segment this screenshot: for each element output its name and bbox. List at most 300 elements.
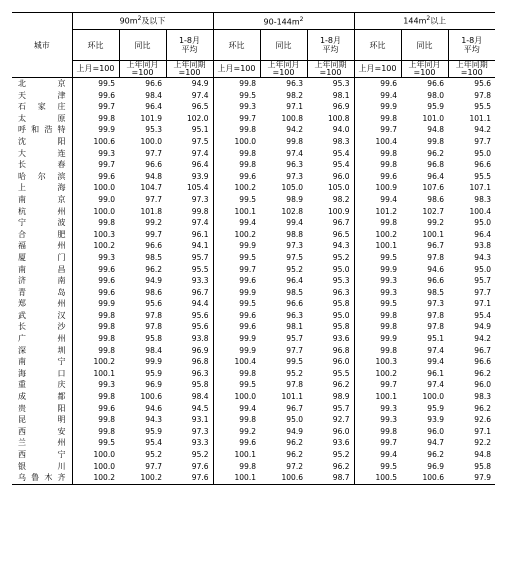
index-value-cell: 94.9 — [286, 426, 303, 436]
index-value-cell: 99.3 — [354, 403, 401, 415]
index-value-cell: 94.2 — [286, 125, 303, 135]
table-row — [12, 240, 495, 252]
table-row — [12, 426, 495, 438]
city-name: 广 州 — [18, 334, 66, 344]
index-value-cell: 99.8 — [72, 345, 119, 357]
index-value-cell: 99.6 — [72, 171, 119, 183]
index-value-cell: 100.6 — [260, 472, 307, 484]
table-body — [12, 78, 495, 485]
city-name: 北 京 — [18, 79, 66, 88]
index-value-cell: 98.4 — [145, 345, 162, 355]
index-value-cell: 97.5 — [286, 252, 303, 262]
index-value-cell: 95.7 — [474, 276, 491, 286]
index-value-cell: 100.6 — [140, 392, 162, 402]
index-value-cell: 95.3 — [332, 276, 350, 286]
index-value-cell: 99.6 — [72, 90, 119, 102]
index-value-cell: 99.5 — [72, 437, 119, 449]
table-row — [12, 217, 495, 229]
group-header-large: $144m^2$以上 — [354, 13, 495, 30]
index-value-cell: 105.4 — [187, 183, 209, 193]
index-value-cell: 93.9 — [427, 415, 444, 425]
index-value-cell: 98.4 — [145, 90, 162, 100]
index-value-cell: 99.8 — [354, 217, 401, 229]
index-value-cell: 95.9 — [427, 102, 444, 112]
index-value-cell: 96.3 — [286, 160, 303, 170]
table-row — [12, 345, 495, 357]
index-value-cell: 99.8 — [72, 113, 119, 125]
index-value-cell: 100.9 — [328, 206, 350, 216]
index-value-cell: 100.2 — [72, 240, 119, 252]
index-value-cell: 96.9 — [427, 461, 444, 471]
index-value-cell: 99.6 — [213, 275, 260, 287]
index-value-cell: 95.5 — [474, 171, 491, 181]
index-value-cell: 99.4 — [354, 90, 401, 102]
city-name: 合 肥 — [18, 229, 66, 239]
index-value-cell: 94.9 — [191, 79, 209, 88]
index-value-cell: 95.6 — [191, 310, 209, 320]
index-value-cell: 96.1 — [191, 229, 209, 239]
index-value-cell: 95.0 — [474, 148, 491, 158]
index-value-cell: 100.1 — [72, 368, 119, 380]
index-value-cell: 105.0 — [328, 183, 350, 193]
index-value-cell: 99.9 — [72, 298, 119, 310]
index-value-cell: 96.6 — [427, 276, 444, 286]
index-value-cell: 99.4 — [354, 449, 401, 461]
city-name: 乌鲁木齐 — [12, 472, 72, 484]
table-row — [12, 368, 495, 380]
base-last-month: 上月=100 — [72, 61, 119, 78]
table-row — [12, 136, 495, 148]
index-value-cell: 93.8 — [474, 241, 491, 251]
index-value-cell: 96.5 — [332, 229, 350, 239]
index-value-cell: 100.3 — [354, 356, 401, 368]
table-row — [12, 148, 495, 160]
index-value-cell: 94.8 — [474, 450, 491, 459]
index-value-cell: 100.0 — [72, 182, 119, 194]
group-header-medium: $90-144m^2$ — [213, 13, 354, 30]
index-value-cell: 99.6 — [72, 287, 119, 299]
index-value-cell: 99.9 — [354, 264, 401, 276]
index-value-cell: 99.7 — [145, 229, 162, 239]
header-row-measures — [12, 30, 495, 61]
index-value-cell: 101.9 — [140, 113, 162, 123]
index-value-cell: 100.0 — [72, 449, 119, 461]
index-value-cell: 97.8 — [474, 90, 491, 100]
index-value-cell: 95.4 — [474, 310, 491, 320]
index-value-cell: 100.0 — [72, 461, 119, 473]
city-name: 深 圳 — [18, 345, 66, 355]
index-value-cell: 98.4 — [191, 392, 209, 402]
index-value-cell: 94.6 — [427, 264, 444, 274]
index-value-cell: 99.7 — [354, 124, 401, 136]
index-value-cell: 95.0 — [332, 264, 350, 274]
index-value-cell: 99.2 — [145, 218, 162, 228]
index-value-cell: 99.8 — [354, 321, 401, 333]
table-row — [12, 229, 495, 241]
index-value-cell: 95.1 — [427, 334, 444, 344]
index-value-cell: 98.3 — [332, 136, 350, 146]
table-row — [12, 437, 495, 449]
index-value-cell: 99.8 — [354, 426, 401, 438]
index-value-cell: 100.1 — [354, 240, 401, 252]
index-value-cell: 96.3 — [191, 368, 209, 378]
index-value-cell: 105.0 — [281, 183, 303, 193]
index-value-cell: 97.8 — [427, 322, 444, 332]
index-value-cell: 101.1 — [281, 392, 303, 402]
index-value-cell: 99.9 — [213, 333, 260, 345]
index-value-cell: 94.0 — [332, 125, 350, 135]
table-row — [12, 275, 495, 287]
index-value-cell: 97.9 — [448, 472, 495, 484]
index-value-cell: 97.4 — [191, 90, 209, 100]
index-value-cell: 97.7 — [474, 136, 491, 146]
index-value-cell: 107.1 — [469, 183, 491, 193]
subhead-yoy: 同比 — [119, 30, 166, 61]
index-value-cell: 94.2 — [474, 125, 491, 135]
subhead-mom: 环比 — [72, 30, 119, 61]
index-value-cell: 94.8 — [427, 125, 444, 135]
table-row — [12, 472, 495, 484]
index-value-cell: 93.8 — [191, 334, 209, 344]
index-value-cell: 93.3 — [191, 276, 209, 286]
index-value-cell: 95.4 — [332, 148, 350, 158]
index-value-cell: 99.3 — [354, 287, 401, 299]
city-name: 成 都 — [18, 392, 66, 402]
index-value-cell: 96.2 — [474, 403, 491, 413]
table-row — [12, 391, 495, 403]
index-value-cell: 99.2 — [427, 218, 444, 228]
index-value-cell: 96.2 — [332, 380, 350, 390]
index-value-cell: 100.6 — [72, 136, 119, 148]
index-value-cell: 92.2 — [474, 438, 491, 448]
index-value-cell: 99.5 — [213, 194, 260, 206]
index-value-cell: 101.8 — [140, 206, 162, 216]
table-row — [12, 78, 495, 90]
index-value-cell: 98.8 — [286, 229, 303, 239]
city-name: 昆 明 — [18, 415, 66, 425]
index-value-cell: 98.6 — [145, 287, 162, 297]
index-value-cell: 99.0 — [72, 194, 119, 206]
index-value-cell: 96.3 — [286, 79, 303, 88]
index-value-cell: 94.8 — [145, 171, 162, 181]
header-row-bases — [12, 61, 495, 78]
index-value-cell: 97.4 — [191, 218, 209, 228]
index-value-cell: 97.7 — [145, 148, 162, 158]
index-value-cell: 95.0 — [474, 264, 491, 274]
index-value-cell: 95.0 — [332, 310, 350, 320]
index-value-cell: 95.8 — [332, 322, 350, 332]
index-value-cell: 99.8 — [213, 159, 260, 171]
index-value-cell: 101.1 — [469, 113, 491, 123]
index-value-cell: 96.7 — [191, 287, 209, 297]
index-value-cell: 99.7 — [72, 101, 119, 113]
table-row — [12, 159, 495, 171]
index-value-cell: 95.6 — [145, 299, 162, 309]
index-value-cell: 99.9 — [213, 240, 260, 252]
subhead-mom: 环比 — [213, 30, 260, 61]
index-value-cell: 99.9 — [354, 101, 401, 113]
index-value-cell: 98.1 — [286, 322, 303, 332]
city-name: 长 春 — [18, 160, 66, 170]
index-value-cell: 96.5 — [191, 102, 209, 112]
index-value-cell: 99.3 — [354, 275, 401, 287]
index-value-cell: 96.4 — [427, 171, 444, 181]
index-value-cell: 94.3 — [474, 252, 491, 262]
index-value-cell: 95.8 — [191, 380, 209, 390]
index-value-cell: 100.2 — [119, 472, 166, 484]
index-value-cell: 100.0 — [72, 206, 119, 218]
index-value-cell: 100.1 — [354, 391, 401, 403]
index-value-cell: 96.2 — [145, 264, 162, 274]
city-name: 厦 门 — [18, 252, 66, 262]
index-value-cell: 92.6 — [474, 415, 491, 425]
table-row — [12, 252, 495, 264]
index-value-cell: 99.7 — [354, 437, 401, 449]
index-value-cell: 101.0 — [422, 113, 444, 123]
index-value-cell: 99.8 — [213, 368, 260, 380]
table-row — [12, 182, 495, 194]
index-value-cell: 100.4 — [213, 356, 260, 368]
index-value-cell: 99.2 — [213, 426, 260, 438]
index-value-cell: 96.6 — [145, 79, 162, 88]
index-value-cell: 97.8 — [427, 252, 444, 262]
table-row — [12, 414, 495, 426]
index-value-cell: 99.8 — [72, 426, 119, 438]
index-value-cell: 97.7 — [474, 287, 491, 297]
index-value-cell: 101.2 — [354, 206, 401, 218]
city-name: 重 庆 — [18, 380, 66, 390]
index-value-cell: 99.4 — [354, 194, 401, 206]
index-value-cell: 99.8 — [213, 124, 260, 136]
index-value-cell: 94.1 — [191, 241, 209, 251]
index-value-cell: 99.5 — [354, 298, 401, 310]
index-value-cell: 96.6 — [286, 299, 303, 309]
index-value-cell: 98.5 — [427, 287, 444, 297]
index-value-cell: 100.6 — [401, 472, 448, 484]
table-row — [12, 356, 495, 368]
index-value-cell: 99.9 — [213, 345, 260, 357]
index-value-cell: 99.5 — [354, 252, 401, 264]
index-value-cell: 96.1 — [427, 368, 444, 378]
index-value-cell: 97.3 — [191, 194, 209, 204]
index-value-cell: 99.8 — [354, 310, 401, 322]
index-value-cell: 96.2 — [286, 450, 303, 459]
index-value-cell: 95.2 — [332, 252, 350, 262]
index-value-cell: 95.3 — [145, 125, 162, 135]
index-value-cell: 96.9 — [191, 345, 209, 355]
index-value-cell: 96.3 — [332, 287, 350, 297]
index-value-cell: 97.8 — [145, 310, 162, 320]
index-value-cell: 99.8 — [72, 321, 119, 333]
index-value-cell: 96.2 — [474, 368, 491, 378]
index-value-cell: 97.8 — [145, 322, 162, 332]
index-value-cell: 95.7 — [286, 334, 303, 344]
table-row — [12, 101, 495, 113]
index-value-cell: 100.2 — [213, 182, 260, 194]
index-value-cell: 98.0 — [427, 90, 444, 100]
index-value-cell: 96.2 — [332, 461, 350, 471]
index-value-cell: 99.8 — [213, 414, 260, 426]
index-value-cell: 99.5 — [213, 298, 260, 310]
city-name: 南 昌 — [18, 264, 66, 274]
index-value-cell: 100.1 — [213, 449, 260, 461]
index-value-cell: 97.4 — [427, 345, 444, 355]
index-value-cell: 96.9 — [145, 380, 162, 390]
index-value-cell: 99.8 — [213, 78, 260, 90]
index-value-cell: 97.3 — [191, 426, 209, 436]
index-value-cell: 99.8 — [72, 333, 119, 345]
index-value-cell: 96.4 — [286, 276, 303, 286]
index-value-cell: 98.5 — [145, 252, 162, 262]
index-value-cell: 99.7 — [72, 159, 119, 171]
index-value-cell: 100.0 — [213, 136, 260, 148]
index-value-cell: 98.6 — [427, 194, 444, 204]
index-value-cell: 99.5 — [286, 357, 303, 367]
table-row — [12, 310, 495, 322]
city-name: 西 安 — [18, 426, 66, 436]
index-value-cell: 95.2 — [286, 368, 303, 378]
index-value-cell: 99.8 — [72, 217, 119, 229]
base-same-period: 上年同期 =100 — [166, 61, 213, 78]
table-row — [12, 461, 495, 473]
index-value-cell: 100.8 — [328, 113, 350, 123]
base-last-month: 上月=100 — [213, 61, 260, 78]
index-value-cell: 100.2 — [72, 472, 119, 484]
index-value-cell: 99.4 — [286, 218, 303, 228]
index-value-cell: 100.2 — [354, 229, 401, 241]
city-name: 郑 州 — [18, 299, 66, 309]
index-value-cell: 96.6 — [427, 79, 444, 88]
index-value-cell: 100.4 — [469, 206, 491, 216]
group-header-small: $90m^2$及以下 — [72, 13, 213, 30]
index-value-cell: 96.6 — [474, 357, 491, 367]
index-value-cell: 96.3 — [286, 310, 303, 320]
index-value-cell: 99.8 — [286, 136, 303, 146]
city-name: 呼和浩特 — [18, 125, 66, 135]
index-value-cell: 99.7 — [213, 264, 260, 276]
index-value-cell: 104.7 — [140, 183, 162, 193]
index-value-cell: 99.6 — [213, 437, 260, 449]
city-name: 海 口 — [18, 368, 66, 378]
index-value-cell: 96.6 — [145, 160, 162, 170]
table-row — [12, 403, 495, 415]
index-value-cell: 99.3 — [72, 252, 119, 264]
index-value-cell: 95.0 — [286, 415, 303, 425]
index-value-cell: 93.6 — [332, 438, 350, 448]
table-row — [12, 194, 495, 206]
index-value-cell: 99.5 — [72, 78, 119, 90]
table-row — [12, 124, 495, 136]
table-row — [12, 90, 495, 102]
index-value-cell: 99.5 — [213, 252, 260, 264]
index-value-cell: 96.7 — [332, 218, 350, 228]
index-value-cell: 98.9 — [332, 392, 350, 402]
subhead-mom: 环比 — [354, 30, 401, 61]
index-value-cell: 99.6 — [213, 171, 260, 183]
index-value-cell: 100.1 — [213, 206, 260, 218]
index-value-cell: 95.6 — [474, 79, 491, 88]
index-value-cell: 99.9 — [72, 124, 119, 136]
index-value-cell: 95.2 — [145, 450, 162, 459]
index-value-cell: 96.8 — [427, 160, 444, 170]
index-value-cell: 100.0 — [213, 391, 260, 403]
index-value-cell: 97.6 — [191, 461, 209, 471]
index-value-cell: 99.8 — [354, 148, 401, 160]
index-value-cell: 100.9 — [354, 182, 401, 194]
index-value-cell: 96.7 — [286, 403, 303, 413]
index-value-cell: 99.3 — [213, 101, 260, 113]
index-value-cell: 98.1 — [332, 90, 350, 100]
city-name: 青 岛 — [18, 287, 66, 297]
index-value-cell: 96.2 — [427, 450, 444, 459]
index-value-cell: 95.4 — [145, 438, 162, 448]
index-value-cell: 100.1 — [213, 472, 260, 484]
table-row — [12, 449, 495, 461]
subhead-avg: 1-8月 平均 — [307, 30, 354, 61]
base-last-month: 上月=100 — [354, 61, 401, 78]
index-value-cell: 96.9 — [332, 102, 350, 112]
index-value-cell: 97.1 — [474, 426, 491, 436]
base-same-period: 上年同期 =100 — [448, 61, 495, 78]
index-value-cell: 95.5 — [191, 264, 209, 274]
index-value-cell: 102.0 — [187, 113, 209, 123]
index-value-cell: 96.2 — [286, 438, 303, 448]
index-value-cell: 96.6 — [474, 160, 491, 170]
base-same-period: 上年同期 =100 — [307, 61, 354, 78]
index-value-cell: 96.6 — [145, 241, 162, 251]
index-value-cell: 96.0 — [474, 380, 491, 390]
subhead-avg: 1-8月 平均 — [448, 30, 495, 61]
index-value-cell: 97.1 — [474, 299, 491, 309]
index-value-cell: 99.8 — [427, 136, 444, 146]
index-value-cell: 96.4 — [145, 102, 162, 112]
index-value-cell: 95.9 — [145, 368, 162, 378]
index-value-cell: 99.3 — [72, 379, 119, 391]
index-value-cell: 99.4 — [427, 357, 444, 367]
index-value-cell: 99.5 — [213, 90, 260, 102]
index-value-cell: 99.6 — [354, 171, 401, 183]
index-value-cell: 98.5 — [286, 287, 303, 297]
index-value-cell: 94.4 — [191, 299, 209, 309]
index-value-cell: 99.4 — [213, 403, 260, 415]
index-value-cell: 100.2 — [354, 368, 401, 380]
city-name: 沈 阳 — [18, 136, 66, 146]
index-value-cell: 96.0 — [332, 426, 350, 436]
index-value-cell: 98.3 — [474, 392, 491, 402]
index-value-cell: 97.4 — [286, 148, 303, 158]
index-value-cell: 95.7 — [191, 252, 209, 262]
index-value-cell: 93.1 — [191, 415, 209, 425]
index-value-cell: 97.3 — [286, 171, 303, 181]
index-value-cell: 100.5 — [354, 472, 401, 484]
header-row-groups — [12, 13, 495, 30]
index-value-cell: 95.7 — [332, 403, 350, 413]
base-same-month: 上年同月 =100 — [401, 61, 448, 78]
index-value-cell: 98.2 — [332, 194, 350, 204]
index-value-cell: 99.6 — [72, 264, 119, 276]
index-value-cell: 95.2 — [332, 450, 350, 459]
index-value-cell: 93.3 — [191, 438, 209, 448]
index-value-cell: 96.4 — [474, 229, 491, 239]
index-value-cell: 97.7 — [145, 194, 162, 204]
index-value-cell: 96.7 — [474, 345, 491, 355]
index-value-cell: 94.5 — [191, 403, 209, 413]
index-value-cell: 99.8 — [72, 310, 119, 322]
index-value-cell: 95.5 — [332, 368, 350, 378]
city-name: 大 连 — [18, 148, 66, 158]
table-row — [12, 264, 495, 276]
index-value-cell: 100.3 — [72, 229, 119, 241]
